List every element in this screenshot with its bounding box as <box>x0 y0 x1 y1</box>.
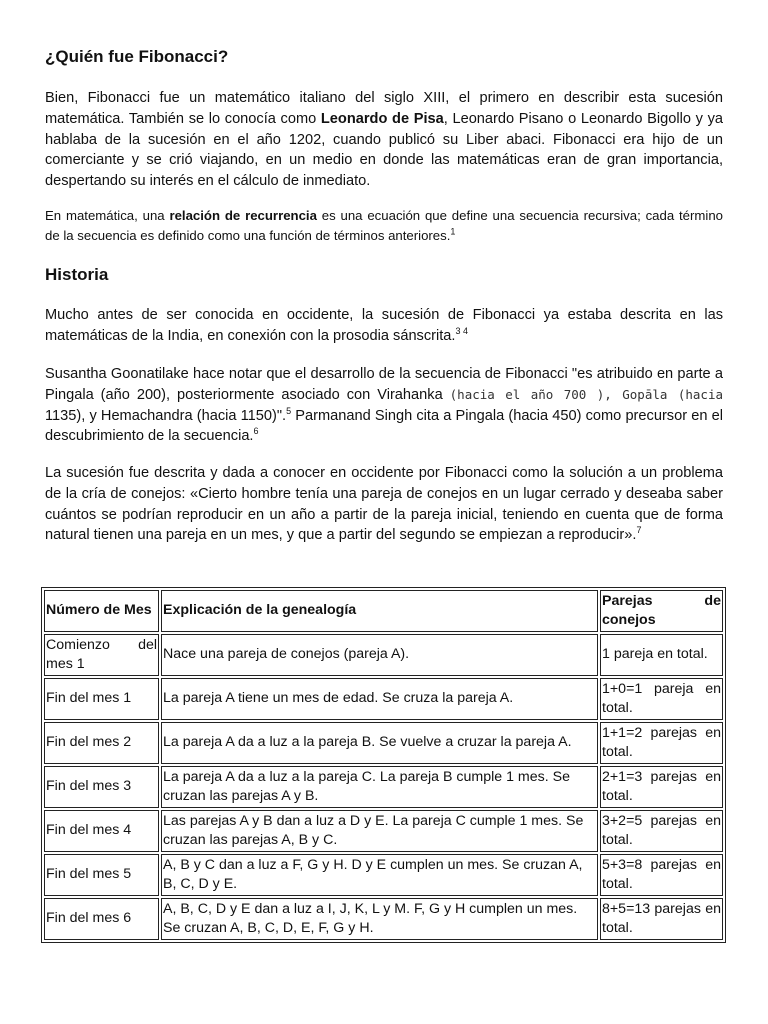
table-cell-mes: Fin del mes 3 <box>44 766 159 808</box>
table-cell-parejas: 1+0=1 pareja en total. <box>600 678 723 720</box>
paragraph-india-text: Mucho antes de ser conocida en occidente, la sucesión de Fibonacci ya estaba descrita en las matemáticas de la India, en conexión con la prosodia sánscrita. <box>45 307 723 344</box>
footnote-ref-6[interactable]: 6 <box>253 426 259 437</box>
paragraph-conejos-text: La sucesión fue descrita y dada a conocer en occidente por Fibonacci como la solución a un problema de la cría de conejos: «Cierto hombre tenía una pareja de conejos en un lugar cerrado y deseaba saber cuántos se podrían reproducir en un año a partir de la pareja inicial, teniendo en cuenta que de forma natural tienen una pareja en un mes, y que a partir del segundo se empiezan a reproducir». <box>45 465 723 544</box>
table-cell-mes: Fin del mes 2 <box>44 722 159 764</box>
footnote-ref-1[interactable]: 1 <box>450 226 456 237</box>
table-cell-parejas: 1 pareja en total. <box>600 634 723 676</box>
table-cell-explicacion: Las parejas A y B dan a luz a D y E. La pareja C cumple 1 mes. Se cruzan las parejas A, B y C. <box>161 810 598 852</box>
heading-historia: Historia <box>45 265 109 284</box>
table-row <box>44 634 723 676</box>
paragraph-recurrence-b: es una ecuación que define una secuencia recursiva; cada término de la secuencia es definido como una función de términos anteriores. <box>45 208 723 243</box>
table-cell-explicacion: La pareja A tiene un mes de edad. Se cruza la pareja A. <box>161 678 598 720</box>
table-cell-parejas: 8+5=13 parejas en total. <box>600 898 723 940</box>
paragraph-goonatilake-c: Parmanand Singh cita a Pingala (hacia 450) como precursor en el descubrimiento de la secuencia. <box>45 407 723 445</box>
paragraph-goonatilake-b: 1135), y Hemachandra (hacia 1150)". <box>45 407 287 424</box>
table-cell-mes: Fin del mes 6 <box>44 898 159 940</box>
paragraph-goonatilake-a: Susantha Goonatilake hace notar que el desarrollo de la secuencia de Fibonacci "es atribuido en parte a Pingala (año 200), posteriormente asociado con Virahanka <box>45 366 723 403</box>
paragraph-recurrence <box>45 206 723 246</box>
table-row <box>44 722 723 764</box>
footnote-ref-5[interactable]: 5 <box>286 405 292 416</box>
footnote-ref-7[interactable]: 7 <box>636 525 642 536</box>
table-cell-explicacion: La pareja A da a luz a la pareja B. Se vuelve a cruzar la pareja A. <box>161 722 598 764</box>
paragraph-bio-text: Bien, Fibonacci fue un matemático italiano del siglo XIII, el primero en describir esta sucesión matemática. También se lo conocía como <box>45 90 723 127</box>
table-cell-explicacion: A, B y C dan a luz a F, G y H. D y E cumplen un mes. Se cruzan A, B, C, D y E. <box>161 854 598 896</box>
table-row <box>44 854 723 896</box>
paragraph-conejos <box>45 463 723 546</box>
table-cell-mes: Fin del mes 4 <box>44 810 159 852</box>
table-header-row <box>44 590 723 632</box>
table-cell-parejas: 5+3=8 parejas en total. <box>600 854 723 896</box>
table-row <box>44 766 723 808</box>
bold-relacion-de-recurrencia: relación de recurrencia <box>169 208 317 223</box>
footnote-ref-3-4[interactable]: 3 4 <box>455 325 468 336</box>
paragraph-bio <box>45 88 723 192</box>
table-cell-parejas: 3+2=5 parejas en total. <box>600 810 723 852</box>
mono-span-virahanka: (hacia el año 700 ), Gopāla (hacia <box>449 386 723 402</box>
table-header-mes: Número de Mes <box>44 590 159 632</box>
paragraph-bio-rest: , Leonardo Pisano o Leonardo Bigollo y ya hablaba de la sucesión en el año 1202, cuando publicó su Liber abaci. Fibonacci era hijo de un comerciante y se crió viajando, en un medio en donde las matemáticas eran de gran importancia, despertando su interés en el cálculo de inmediato. <box>45 110 724 190</box>
table-row <box>44 678 723 720</box>
table-cell-mes: Fin del mes 1 <box>44 678 159 720</box>
heading-quien-fue-fibonacci: ¿Quién fue Fibonacci? <box>45 47 229 66</box>
bold-leonardo-de-pisa: Leonardo de Pisa <box>320 110 444 127</box>
table-cell-explicacion: A, B, C, D y E dan a luz a I, J, K, L y M. F, G y H cumplen un mes. Se cruzan A, B, C, D, E, F, G y H. <box>161 898 598 940</box>
paragraph-recurrence-a: En matemática, una <box>45 208 170 223</box>
paragraph-goonatilake <box>45 364 723 447</box>
table-cell-explicacion: La pareja A da a luz a la pareja C. La pareja B cumple 1 mes. Se cruzan las parejas A y B. <box>161 766 598 808</box>
table-header-explicacion: Explicación de la genealogía <box>161 590 598 632</box>
table-cell-explicacion: Nace una pareja de conejos (pareja A). <box>161 634 598 676</box>
table-cell-parejas: 2+1=3 parejas en total. <box>600 766 723 808</box>
table-cell-mes: Comienzo del mes 1 <box>44 634 159 676</box>
table-header-parejas: Parejas de conejos <box>600 590 723 632</box>
table-row <box>44 898 723 940</box>
paragraph-india <box>45 305 723 347</box>
table-row <box>44 810 723 852</box>
table-cell-parejas: 1+1=2 parejas en total. <box>600 722 723 764</box>
genealogy-table <box>41 587 726 943</box>
table-cell-mes: Fin del mes 5 <box>44 854 159 896</box>
